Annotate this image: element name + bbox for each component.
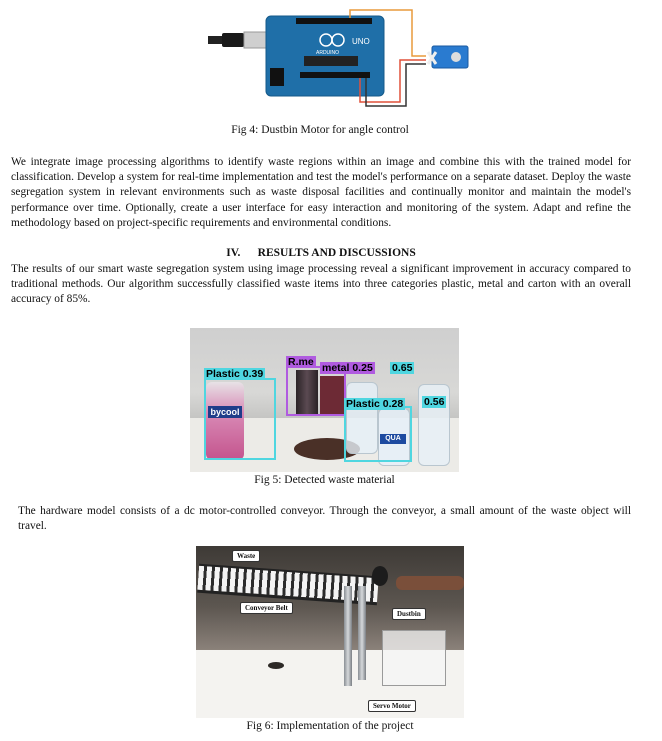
- detection-box-plastic-1: [204, 378, 276, 460]
- servo-motor: [432, 46, 468, 68]
- detection-label: 0.65: [392, 362, 413, 374]
- detection-box-plastic-2: [344, 406, 412, 462]
- board-model-text: UNO: [352, 37, 370, 46]
- detection-label: R.me: [288, 356, 314, 368]
- usb-connector: [222, 33, 244, 47]
- label-dustbin: Dustbin: [392, 608, 426, 620]
- board-brand-text: ARDUINO: [316, 50, 340, 56]
- hardware-paragraph: The hardware model consists of a dc motor-controlled conveyor. Through the conveyor, a small amount of the waste object will travel.: [18, 505, 631, 533]
- section-title: RESULTS AND DISCUSSIONS: [257, 247, 416, 259]
- label-servo-motor: Servo Motor: [368, 700, 416, 712]
- power-jack: [270, 68, 284, 86]
- usb-jack: [244, 32, 266, 48]
- label-waste: Waste: [232, 550, 260, 562]
- chip: [304, 56, 358, 66]
- drive-roller: [372, 566, 388, 586]
- servo-hub: [451, 52, 461, 62]
- figure-5: [190, 328, 459, 472]
- label-conveyor-belt: Conveyor Belt: [240, 602, 293, 614]
- dustbin: [382, 630, 446, 686]
- header-top: [296, 18, 372, 24]
- detection-label: 0.56: [424, 396, 445, 408]
- detection-label: metal 0.25: [322, 362, 373, 374]
- figure-4: [200, 6, 490, 116]
- fig5-caption: Fig 5: Detected waste material: [254, 474, 395, 486]
- methodology-paragraph: We integrate image processing algorithms to identify waste regions within an image and combine this with the trained model for classification. Develop a system for real-time implementation and test the model's performance on a separate dataset. Deploy the waste segregation system in relevant environments such as waste disposal facilities and continually monitor and maintain the model's performance over time. Optionally, create a user interface for easy interaction and monitoring of the system. Adapt and refine the methodology based on project-specific requirements and environmental conditions.: [11, 156, 631, 229]
- arm: [396, 576, 464, 590]
- table-hole: [268, 662, 284, 669]
- support-pipe: [344, 586, 352, 686]
- figure-6: [196, 546, 464, 718]
- header-bottom: [300, 72, 370, 78]
- bottle-label: bycool: [208, 406, 242, 418]
- fig4-caption: Fig 4: Dustbin Motor for angle control: [231, 124, 409, 136]
- bottle2-label: QUA: [380, 434, 406, 444]
- results-paragraph: The results of our smart waste segregation system using image processing reveal a significant improvement in accuracy compared to traditional methods. Our algorithm successfully classified waste items into three categories plastic, metal and carton with an overall accuracy of 85%.: [11, 263, 631, 306]
- fig6-caption: Fig 6: Implementation of the project: [246, 720, 414, 732]
- section-heading: [0, 247, 642, 259]
- usb-plug: [208, 36, 222, 44]
- section-number: IV.: [226, 247, 241, 259]
- support-pipe-2: [358, 586, 366, 680]
- detection-label: Plastic 0.39: [206, 368, 264, 380]
- detection-label: Plastic 0.28: [346, 398, 404, 410]
- arduino-servo-diagram: [200, 6, 490, 116]
